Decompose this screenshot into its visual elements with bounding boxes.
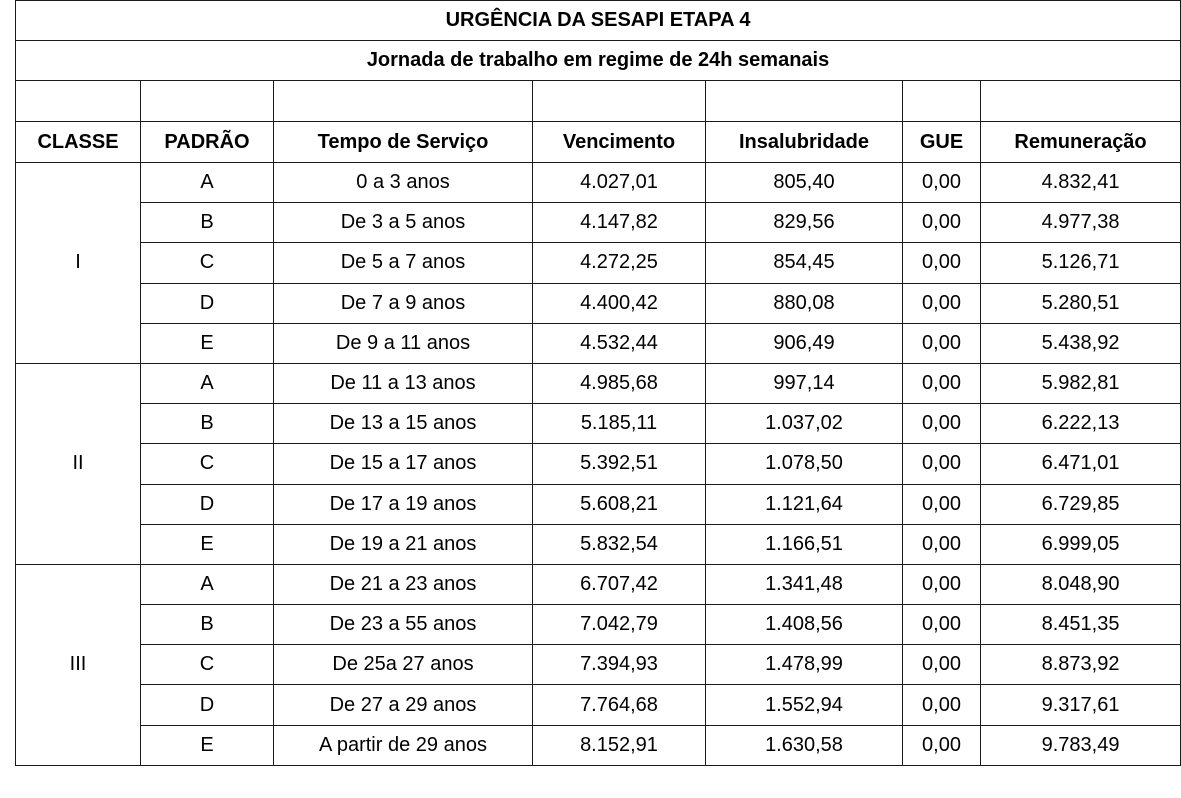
table-row: [16, 363, 1181, 403]
cell-gue: 0,00: [903, 645, 981, 685]
cell-vencimento: 8.152,91: [533, 725, 706, 765]
cell-remuneracao: 4.832,41: [981, 163, 1181, 203]
cell-insalubridade: 1.121,64: [706, 484, 903, 524]
cell-gue: 0,00: [903, 725, 981, 765]
cell-tempo-de-servico: De 7 a 9 anos: [274, 283, 533, 323]
cell-vencimento: 7.042,79: [533, 605, 706, 645]
cell-gue: 0,00: [903, 323, 981, 363]
cell-remuneracao: 5.982,81: [981, 363, 1181, 403]
cell-vencimento: 5.608,21: [533, 484, 706, 524]
cell-remuneracao: 8.451,35: [981, 605, 1181, 645]
table-subtitle: Jornada de trabalho em regime de 24h semanais: [16, 41, 1181, 81]
cell-remuneracao: 6.222,13: [981, 404, 1181, 444]
cell-insalubridade: 854,45: [706, 243, 903, 283]
cell-gue: 0,00: [903, 564, 981, 604]
cell-tempo-de-servico: De 27 a 29 anos: [274, 685, 533, 725]
cell-padrao: A: [141, 163, 274, 203]
cell-gue: 0,00: [903, 363, 981, 403]
cell-vencimento: 4.272,25: [533, 243, 706, 283]
cell-padrao: D: [141, 283, 274, 323]
spacer-cell: [16, 81, 141, 122]
cell-vencimento: 4.532,44: [533, 323, 706, 363]
cell-insalubridade: 906,49: [706, 323, 903, 363]
table-row: [16, 163, 1181, 203]
cell-insalubridade: 997,14: [706, 363, 903, 403]
cell-gue: 0,00: [903, 685, 981, 725]
table-row: [16, 243, 1181, 283]
cell-gue: 0,00: [903, 605, 981, 645]
cell-insalubridade: 880,08: [706, 283, 903, 323]
cell-padrao: E: [141, 323, 274, 363]
cell-remuneracao: 5.126,71: [981, 243, 1181, 283]
cell-tempo-de-servico: De 13 a 15 anos: [274, 404, 533, 444]
header-padrao: PADRÃO: [141, 122, 274, 163]
cell-padrao: B: [141, 404, 274, 444]
cell-padrao: E: [141, 725, 274, 765]
cell-insalubridade: 1.630,58: [706, 725, 903, 765]
cell-gue: 0,00: [903, 243, 981, 283]
cell-classe: I: [16, 163, 141, 364]
table-title: URGÊNCIA DA SESAPI ETAPA 4: [16, 1, 1181, 41]
cell-vencimento: 4.147,82: [533, 203, 706, 243]
header-gue: GUE: [903, 122, 981, 163]
cell-vencimento: 7.394,93: [533, 645, 706, 685]
spacer-cell: [141, 81, 274, 122]
cell-vencimento: 6.707,42: [533, 564, 706, 604]
table-row: [16, 645, 1181, 685]
cell-insalubridade: 805,40: [706, 163, 903, 203]
cell-tempo-de-servico: De 5 a 7 anos: [274, 243, 533, 283]
cell-vencimento: 4.985,68: [533, 363, 706, 403]
cell-classe: II: [16, 363, 141, 564]
table-row: [16, 484, 1181, 524]
table-row: [16, 605, 1181, 645]
spacer-cell: [706, 81, 903, 122]
cell-vencimento: 5.185,11: [533, 404, 706, 444]
cell-tempo-de-servico: A partir de 29 anos: [274, 725, 533, 765]
cell-tempo-de-servico: De 25a 27 anos: [274, 645, 533, 685]
cell-vencimento: 5.392,51: [533, 444, 706, 484]
cell-gue: 0,00: [903, 444, 981, 484]
cell-insalubridade: 1.037,02: [706, 404, 903, 444]
cell-vencimento: 5.832,54: [533, 524, 706, 564]
cell-vencimento: 7.764,68: [533, 685, 706, 725]
cell-gue: 0,00: [903, 524, 981, 564]
cell-padrao: C: [141, 645, 274, 685]
table-row: [16, 323, 1181, 363]
cell-padrao: D: [141, 484, 274, 524]
table-row: [16, 685, 1181, 725]
cell-insalubridade: 829,56: [706, 203, 903, 243]
cell-insalubridade: 1.478,99: [706, 645, 903, 685]
cell-insalubridade: 1.078,50: [706, 444, 903, 484]
cell-tempo-de-servico: De 17 a 19 anos: [274, 484, 533, 524]
cell-gue: 0,00: [903, 283, 981, 323]
table-row: [16, 203, 1181, 243]
cell-remuneracao: 8.873,92: [981, 645, 1181, 685]
cell-insalubridade: 1.552,94: [706, 685, 903, 725]
cell-gue: 0,00: [903, 163, 981, 203]
table-row: [16, 725, 1181, 765]
cell-vencimento: 4.027,01: [533, 163, 706, 203]
table-row: [16, 404, 1181, 444]
cell-remuneracao: 9.783,49: [981, 725, 1181, 765]
header-tempo-de-servico: Tempo de Serviço: [274, 122, 533, 163]
cell-insalubridade: 1.341,48: [706, 564, 903, 604]
cell-insalubridade: 1.166,51: [706, 524, 903, 564]
cell-padrao: B: [141, 605, 274, 645]
cell-remuneracao: 4.977,38: [981, 203, 1181, 243]
cell-tempo-de-servico: 0 a 3 anos: [274, 163, 533, 203]
cell-padrao: B: [141, 203, 274, 243]
cell-remuneracao: 6.729,85: [981, 484, 1181, 524]
table-row: [16, 283, 1181, 323]
cell-tempo-de-servico: De 15 a 17 anos: [274, 444, 533, 484]
spacer-cell: [533, 81, 706, 122]
cell-tempo-de-servico: De 3 a 5 anos: [274, 203, 533, 243]
cell-gue: 0,00: [903, 484, 981, 524]
cell-remuneracao: 9.317,61: [981, 685, 1181, 725]
subtitle-row: [16, 41, 1181, 81]
table-row: [16, 564, 1181, 604]
cell-padrao: C: [141, 243, 274, 283]
cell-padrao: D: [141, 685, 274, 725]
table-body: [16, 1, 1181, 766]
spacer-cell: [903, 81, 981, 122]
cell-vencimento: 4.400,42: [533, 283, 706, 323]
header-classe: CLASSE: [16, 122, 141, 163]
header-insalubridade: Insalubridade: [706, 122, 903, 163]
header-vencimento: Vencimento: [533, 122, 706, 163]
cell-tempo-de-servico: De 9 a 11 anos: [274, 323, 533, 363]
cell-gue: 0,00: [903, 203, 981, 243]
cell-padrao: A: [141, 564, 274, 604]
header-remuneracao: Remuneração: [981, 122, 1181, 163]
cell-tempo-de-servico: De 21 a 23 anos: [274, 564, 533, 604]
cell-insalubridade: 1.408,56: [706, 605, 903, 645]
cell-remuneracao: 6.999,05: [981, 524, 1181, 564]
title-row: [16, 1, 1181, 41]
table-row: [16, 524, 1181, 564]
cell-gue: 0,00: [903, 404, 981, 444]
spacer-cell: [981, 81, 1181, 122]
cell-padrao: C: [141, 444, 274, 484]
cell-remuneracao: 5.438,92: [981, 323, 1181, 363]
table-row: [16, 444, 1181, 484]
salary-table: [15, 0, 1181, 766]
cell-tempo-de-servico: De 23 a 55 anos: [274, 605, 533, 645]
cell-tempo-de-servico: De 19 a 21 anos: [274, 524, 533, 564]
cell-padrao: A: [141, 363, 274, 403]
cell-remuneracao: 5.280,51: [981, 283, 1181, 323]
cell-padrao: E: [141, 524, 274, 564]
cell-classe: III: [16, 564, 141, 765]
header-row: [16, 122, 1181, 163]
cell-tempo-de-servico: De 11 a 13 anos: [274, 363, 533, 403]
spacer-row: [16, 81, 1181, 122]
cell-remuneracao: 6.471,01: [981, 444, 1181, 484]
cell-remuneracao: 8.048,90: [981, 564, 1181, 604]
spacer-cell: [274, 81, 533, 122]
